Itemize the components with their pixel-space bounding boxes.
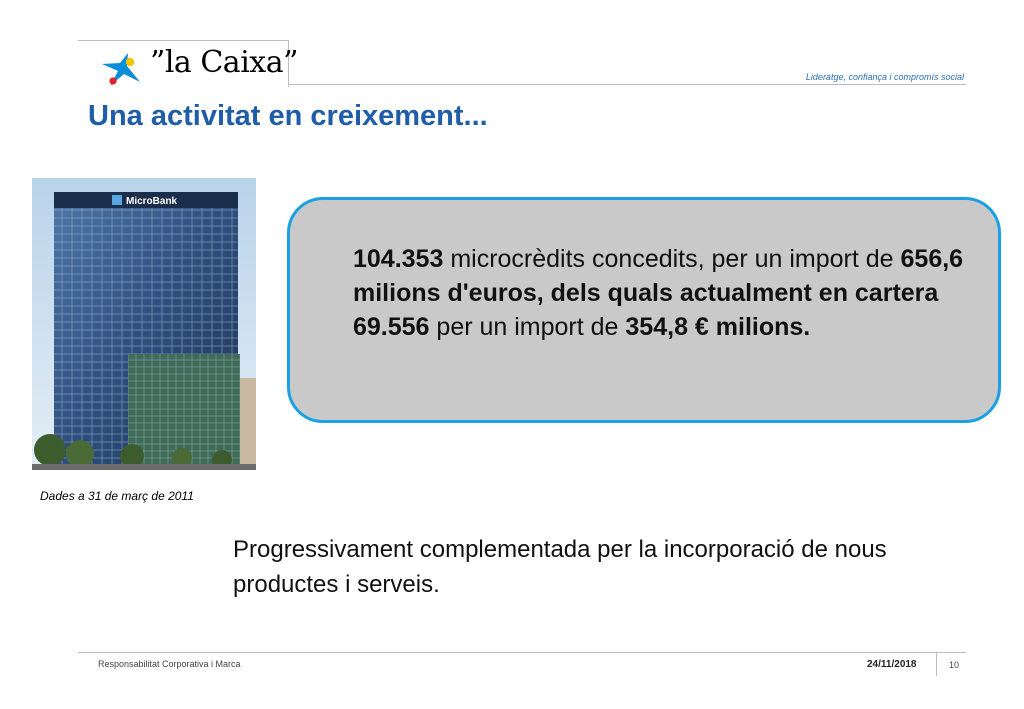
statement-text: Progressivament complementada per la incorporació de nous productes i serveis. [233, 536, 887, 598]
star-logo-shape [102, 53, 140, 86]
header-tagline: Lideratge, confiança i compromís social [805, 72, 964, 82]
stats-text-part-1: microcrèdits concedits, per un import de [443, 245, 901, 273]
amount-portfolio: 354,8 € milions. [625, 313, 811, 341]
star-dot-red [109, 77, 116, 84]
footer-rule [78, 652, 966, 653]
stats-text-part-2: per un import de [429, 313, 626, 341]
star-dot-yellow [126, 58, 134, 66]
page-title: Una activitat en creixement... [88, 100, 488, 132]
tower-sign-text: MicroBank [126, 196, 178, 207]
microcredits-stats-text [353, 242, 983, 344]
amount-granted: 656,6 milions d'euros, dels quals actualment en cartera 69.556 [353, 245, 964, 341]
footer-department: Responsabilitat Corporativa i Marca [98, 659, 241, 669]
page-number: 10 [949, 660, 960, 670]
brand-logo-text: ”la Caixa” [150, 45, 298, 80]
microbank-building-photo [32, 178, 256, 470]
footer-divider [936, 652, 937, 676]
microcredits-stats-box [287, 197, 1001, 423]
header-rule [288, 84, 966, 85]
footer-date: 24/11/2018 [867, 659, 917, 670]
star-icon [97, 50, 143, 90]
photo-caption: Dades a 31 de març de 2011 [40, 489, 194, 503]
microcredits-count: 104.353 [353, 245, 444, 273]
